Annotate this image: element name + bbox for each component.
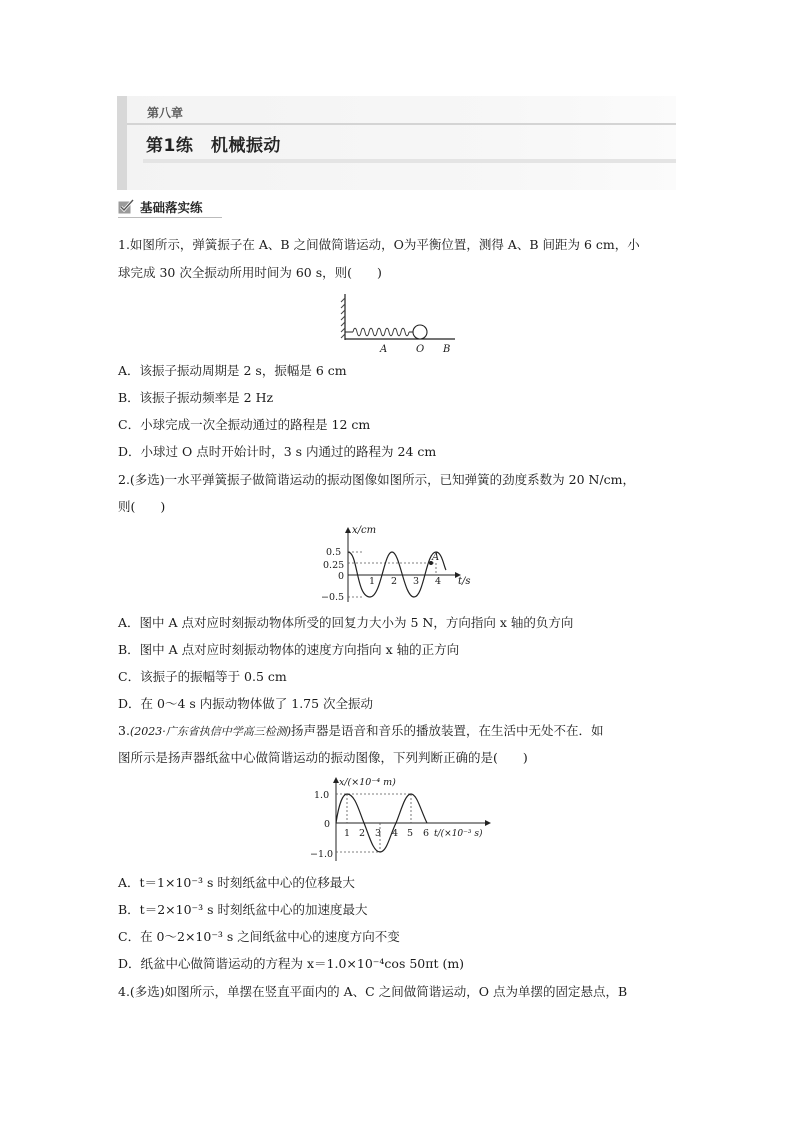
q2-x-tick-2: 2	[391, 576, 398, 587]
q1-option-b: B．该振子振动频率是 2 Hz	[118, 390, 274, 405]
chapter-label: 第八章	[147, 106, 184, 120]
q3-vibration-graph	[308, 773, 498, 865]
q3-x-tick-1: 1	[344, 828, 351, 839]
q2-vibration-graph	[318, 522, 478, 606]
header-divider	[127, 123, 676, 125]
q2-option-b: B．图中 A 点对应时刻振动物体的速度方向指向 x 轴的正方向	[118, 642, 460, 657]
q2-x-tick-4: 4	[435, 576, 442, 587]
q3-option-a: A．t＝1×10⁻³ s 时刻纸盆中心的位移最大	[118, 875, 355, 890]
section-underline	[118, 217, 222, 218]
q3-y-axis-label: x/(×10⁻⁴ m)	[339, 777, 396, 788]
q2-y-tick-0.5: 0.5	[326, 547, 342, 558]
page-title: 第1练 机械振动	[146, 136, 281, 156]
q2-point-label: A	[432, 552, 440, 563]
q1-label-b: B	[443, 344, 451, 355]
q1-stem-line2: 球完成 30 次全振动所用时间为 60 s，则( )	[118, 265, 382, 280]
q3-x-tick-4: 4	[392, 828, 399, 839]
q2-x-axis-label: t/s	[458, 576, 471, 587]
section-title: 基础落实练	[140, 200, 203, 215]
header-accent-bar	[117, 96, 127, 190]
q3-source: (2023·广东省执信中学高三检测)	[129, 725, 292, 738]
q3-option-b: B．t＝2×10⁻³ s 时刻纸盆中心的加速度最大	[118, 902, 368, 917]
q3-y-tick-neg1.0: −1.0	[310, 849, 334, 860]
q2-option-c: C．该振子的振幅等于 0.5 cm	[118, 669, 287, 684]
q2-x-tick-3: 3	[413, 576, 420, 587]
q1-option-c: C．小球完成一次全振动通过的路程是 12 cm	[118, 417, 371, 432]
q3-x-tick-5: 5	[407, 828, 414, 839]
q2-y-tick-neg0.5: −0.5	[321, 592, 345, 603]
q2-option-a: A．图中 A 点对应时刻振动物体所受的回复力大小为 5 N，方向指向 x 轴的负方向	[118, 615, 574, 630]
q3-x-tick-3: 3	[375, 828, 382, 839]
q3-x-tick-6: 6	[423, 828, 430, 839]
q1-stem-line1: 1.如图所示，弹簧振子在 A、B 之间做简谐运动，O为平衡位置，测得 A、B 间距为 6 cm，小	[118, 237, 640, 252]
q3-y-tick-0: 0	[324, 819, 331, 830]
q3-stem-line2: 图所示是扬声器纸盆中心做简谐运动的振动图像，下列判断正确的是( )	[118, 750, 528, 765]
q3-option-d: D．纸盆中心做简谐运动的方程为 x＝1.0×10⁻⁴cos 50πt (m)	[118, 956, 465, 971]
q3-stem-text: 扬声器是语音和音乐的播放装置，在生活中无处不在．如	[291, 723, 604, 738]
q2-y-tick-0: 0	[338, 571, 345, 582]
q1-spring-figure	[340, 292, 460, 356]
q2-option-d: D．在 0～4 s 内振动物体做了 1.75 次全振动	[118, 696, 374, 711]
q1-label-o: O	[416, 344, 425, 355]
q3-x-tick-2: 2	[359, 828, 366, 839]
q2-stem-line2: 则( )	[118, 499, 166, 514]
q2-x-tick-1: 1	[369, 576, 376, 587]
q3-y-tick-1.0: 1.0	[314, 790, 330, 801]
q1-option-d: D．小球过 O 点时开始计时，3 s 内通过的路程为 24 cm	[118, 444, 437, 459]
q3-x-axis-label: t/(×10⁻³ s)	[434, 829, 483, 839]
q1-label-a: A	[380, 344, 388, 355]
checkbox-icon	[118, 199, 134, 214]
q3-stem-line1	[118, 722, 604, 741]
q3-number: 3.	[118, 723, 130, 738]
q4-stem-line1: 4.(多选)如图所示，单摆在竖直平面内的 A、C 之间做简谐运动，O 点为单摆的固定悬点，B	[118, 984, 628, 999]
q3-option-c: C．在 0～2×10⁻³ s 之间纸盆中心的速度方向不变	[118, 929, 400, 944]
q2-y-axis-label: x/cm	[352, 525, 377, 536]
q2-stem-line1: 2.(多选)一水平弹簧振子做简谐运动的振动图像如图所示，已知弹簧的劲度系数为 20 N/cm，	[118, 472, 636, 487]
q1-option-a: A．该振子振动周期是 2 s，振幅是 6 cm	[118, 363, 347, 378]
q2-y-tick-0.25: 0.25	[323, 560, 345, 571]
chapter-header	[117, 96, 676, 190]
header-underline	[143, 159, 676, 163]
